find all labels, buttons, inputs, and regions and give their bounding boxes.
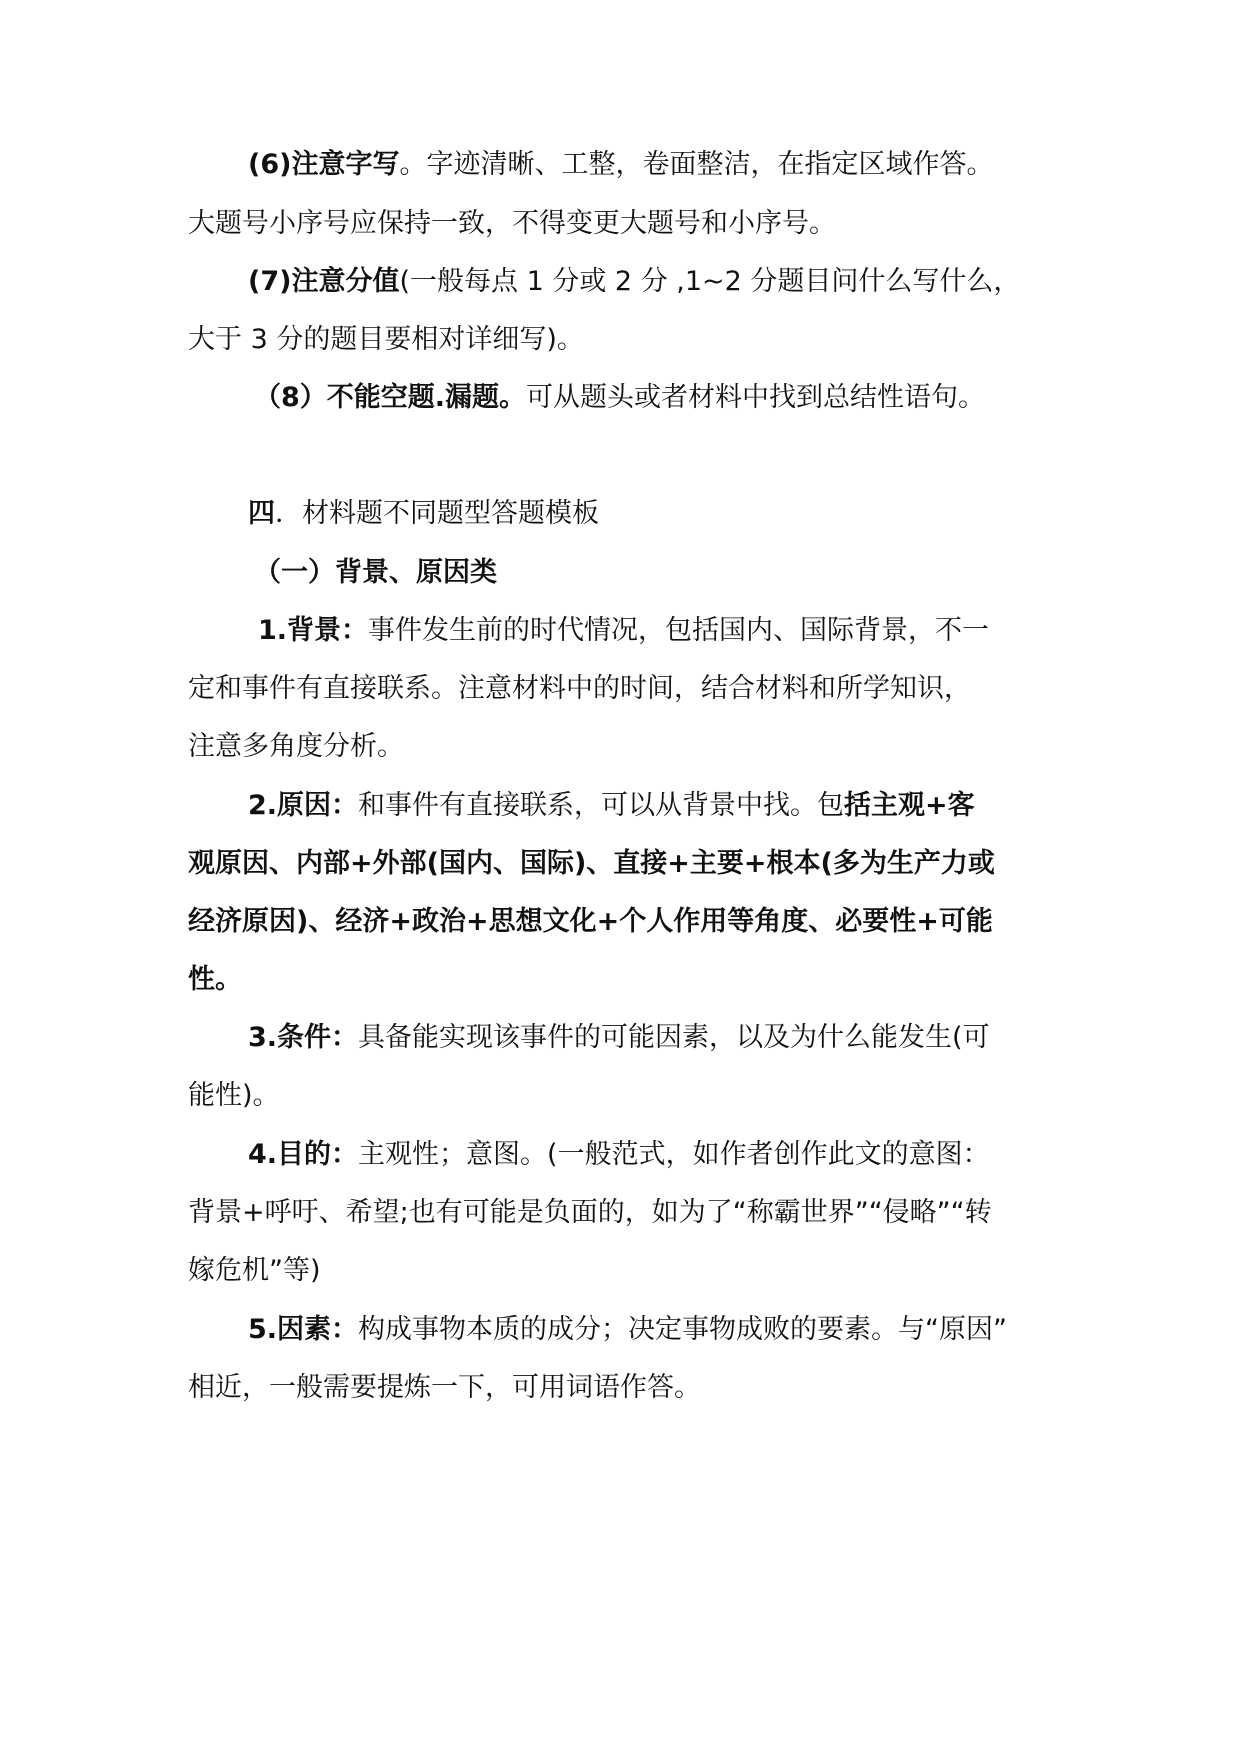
paragraph-8-heading: （8）不能空题.漏题。 <box>254 382 527 413</box>
section-4-heading <box>248 494 1128 534</box>
paragraph-7-line-1 <box>248 262 1128 302</box>
item-1-line-1 <box>258 611 1138 651</box>
item-4-text-cont-1: 背景+呼吁、希望;也有可能是负面的，如为了“称霸世界”“侵略”“转 <box>188 1197 992 1228</box>
section-4-title: ．材料题不同题型答题模板 <box>275 498 599 529</box>
item-1-text: 事件发生前的时代情况，包括国内、国际背景，不一 <box>368 615 990 646</box>
paragraph-6-text-cont: 大题号小序号应保持一致，不得变更大题号和小序号。 <box>188 208 836 239</box>
item-3-text: 具备能实现该事件的可能因素，以及为什么能发生(可 <box>358 1022 990 1053</box>
paragraph-7-text: (一般每点 1 分或 2 分 ,1~2 分题目问什么写什么， <box>399 266 1021 297</box>
item-2-bold-cont-2: 经济原因)、经济+政治+思想文化+个人作用等角度、必要性+可能 <box>188 906 993 937</box>
section-4-number: 四 <box>248 498 275 529</box>
paragraph-6-heading: (6)注意字写 <box>248 149 400 180</box>
item-3-text-cont: 能性)。 <box>188 1080 280 1111</box>
paragraph-6-line-1 <box>248 145 1128 185</box>
item-2-bold-start: 括主观+客 <box>844 790 975 821</box>
item-4-line-1 <box>248 1135 1128 1175</box>
item-2-line-2 <box>188 844 1068 884</box>
item-2-line-3 <box>188 902 1068 942</box>
item-4-text-cont-2: 嫁危机”等) <box>188 1255 321 1286</box>
paragraph-8-line-1 <box>254 378 1134 418</box>
item-1-text-cont-1: 定和事件有直接联系。注意材料中的时间，结合材料和所学知识， <box>188 673 971 704</box>
item-1-line-2 <box>188 669 1068 709</box>
item-3-line-1 <box>248 1018 1128 1058</box>
item-5-text-cont: 相近，一般需要提炼一下，可用词语作答。 <box>188 1372 701 1403</box>
paragraph-7-heading: (7)注意分值 <box>248 266 400 297</box>
paragraph-8-text: 可从题头或者材料中找到总结性语句。 <box>526 382 986 413</box>
item-1-line-3 <box>188 727 1068 767</box>
item-4-line-3 <box>188 1251 1068 1291</box>
paragraph-6-text: 。字迹清晰、工整，卷面整洁，在指定区域作答。 <box>399 149 994 180</box>
item-4-line-2 <box>188 1193 1068 1233</box>
subsection-1-title: （一）背景、原因类 <box>254 557 497 588</box>
item-2-bold-cont-3: 性。 <box>188 964 242 995</box>
item-4-label: 4.目的： <box>248 1139 359 1170</box>
item-3-line-2 <box>188 1076 1068 1116</box>
item-3-label: 3.条件： <box>248 1022 359 1053</box>
item-2-bold-cont-1: 观原因、内部+外部(国内、国际)、直接+主要+根本(多为生产力或 <box>188 848 995 879</box>
paragraph-7-text-cont: 大于 3 分的题目要相对详细写)。 <box>188 324 584 355</box>
subsection-1-heading <box>254 553 1134 593</box>
paragraph-6-line-2 <box>188 204 1068 244</box>
item-2-text: 和事件有直接联系，可以从背景中找。包 <box>358 790 845 821</box>
item-2-line-4 <box>188 960 1068 1000</box>
item-5-line-1 <box>248 1310 1128 1350</box>
paragraph-7-line-2 <box>188 320 1068 360</box>
item-2-line-1 <box>248 786 1128 826</box>
item-5-label: 5.因素： <box>248 1314 359 1345</box>
item-1-text-cont-2: 注意多角度分析。 <box>188 731 404 762</box>
item-5-text: 构成事物本质的成分；决定事物成败的要素。与“原因” <box>358 1314 1008 1345</box>
item-2-label: 2.原因： <box>248 790 359 821</box>
item-4-text: 主观性；意图。(一般范式，如作者创作此文的意图： <box>358 1139 990 1170</box>
item-1-label: 1.背景： <box>258 615 369 646</box>
item-5-line-2 <box>188 1368 1068 1408</box>
